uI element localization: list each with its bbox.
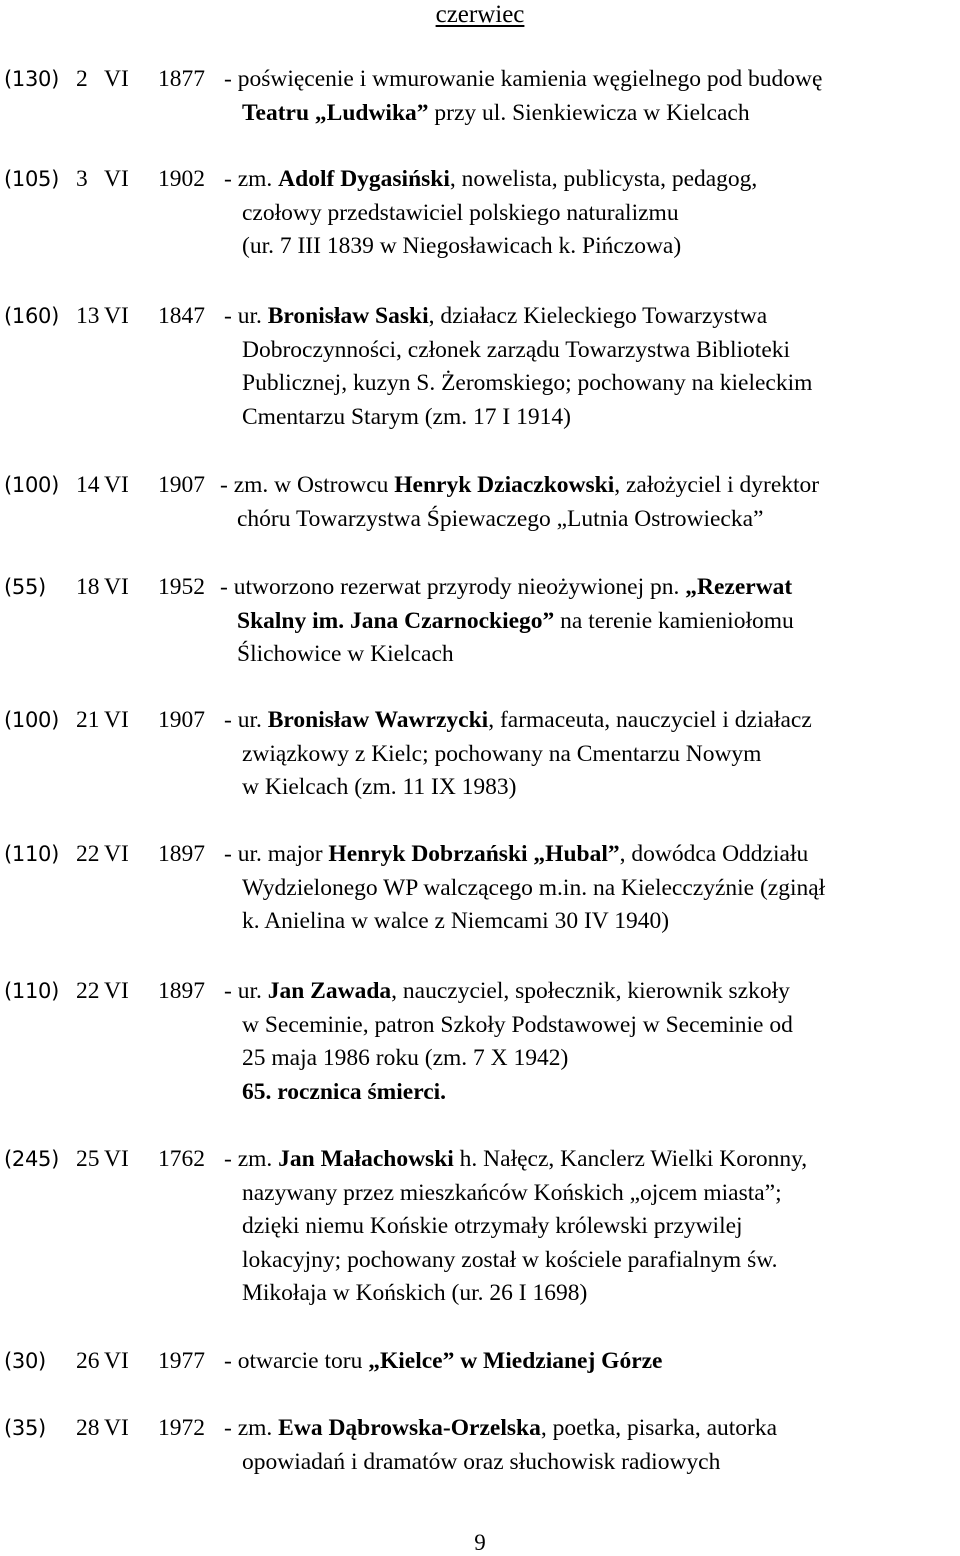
event-month: VI — [104, 1348, 129, 1374]
description-line — [224, 1009, 793, 1043]
anniversary-entry — [0, 1143, 960, 1306]
description-line — [224, 1412, 777, 1446]
description-text: w Seceminie, patron Szkoły Podstawowej w Seceminie od — [242, 1011, 793, 1038]
years-elapsed: (55) — [4, 575, 46, 599]
highlighted-text: „Rezerwat — [685, 574, 793, 600]
years-elapsed: (245) — [4, 1147, 59, 1171]
event-day: 22 — [76, 841, 100, 867]
description-text: , nauczyciel, społecznik, kierownik szkoły — [391, 978, 790, 1004]
event-year: 1897 — [158, 978, 205, 1004]
anniversary-entry — [0, 571, 960, 667]
description-text: , założyciel i dyrektor — [614, 472, 820, 498]
description-text: 25 maja 1986 roku (zm. 7 X 1942) — [242, 1045, 569, 1071]
description-text: lokacyjny; pochowany został w kościele parafialnym św. — [242, 1246, 778, 1273]
event-description — [224, 1412, 777, 1479]
highlighted-text: 65. rocznica śmierci. — [242, 1078, 447, 1105]
highlighted-text: Ewa Dąbrowska-Orzelska — [278, 1415, 541, 1441]
event-description — [220, 469, 819, 536]
highlighted-text: Teatru „Ludwika” — [242, 99, 429, 126]
event-description — [224, 1345, 663, 1379]
description-text: Dobroczynności, członek zarządu Towarzystwa Biblioteki — [242, 336, 791, 363]
event-day: 2 — [76, 66, 88, 92]
description-text: k. Anielina w walce z Niemcami 30 IV 1940) — [242, 908, 670, 934]
description-text: Publicznej, kuzyn S. Żeromskiego; pochowany na kieleckim — [242, 370, 813, 396]
description-text: - ur. major — [224, 841, 329, 867]
description-line — [224, 838, 825, 872]
event-description — [224, 975, 793, 1109]
event-month: VI — [104, 166, 129, 192]
event-day: 26 — [76, 1348, 100, 1374]
highlighted-text: Jan Zawada — [267, 978, 392, 1004]
description-text: - ur. — [224, 707, 268, 733]
description-text: na terenie kamieniołomu — [554, 607, 794, 634]
description-line — [224, 905, 825, 939]
page-title: czerwiec — [435, 1, 525, 28]
description-text: , farmaceuta, nauczyciel i działacz — [488, 707, 812, 733]
description-line — [224, 63, 822, 97]
event-month: VI — [104, 472, 129, 498]
event-year: 1897 — [158, 841, 205, 867]
event-description — [224, 704, 812, 805]
highlighted-text: Skalny im. Jana Czarnockiego” — [237, 607, 555, 634]
description-text: - zm. — [224, 1415, 279, 1441]
event-year: 1762 — [158, 1146, 205, 1172]
anniversary-entry — [0, 163, 960, 259]
event-month: VI — [104, 303, 129, 329]
description-text: przy ul. Sienkiewicza w Kielcach — [428, 99, 750, 126]
highlighted-text: Jan Małachowski — [278, 1146, 454, 1172]
event-month: VI — [104, 1415, 129, 1441]
anniversary-entry — [0, 469, 960, 532]
description-text: , dowódca Oddziału — [619, 841, 809, 867]
description-line — [220, 469, 819, 503]
event-day: 22 — [76, 978, 100, 1004]
description-text: , nowelista, publicysta, pedagog, — [449, 166, 758, 192]
event-day: 18 — [76, 574, 100, 600]
description-text: h. Nałęcz, Kanclerz Wielki Koronny, — [453, 1146, 808, 1172]
description-text: (ur. 7 III 1839 w Niegosławicach k. Pińczowa) — [242, 233, 682, 259]
description-line — [220, 503, 819, 537]
description-line — [224, 1143, 807, 1177]
description-line — [224, 1277, 807, 1311]
description-text: , działacz Kieleckiego Towarzystwa — [428, 303, 768, 329]
description-line — [224, 401, 812, 435]
event-day: 14 — [76, 472, 100, 498]
anniversary-entry — [0, 1345, 960, 1385]
anniversary-entry — [0, 300, 960, 430]
description-text: opowiadań i dramatów oraz słuchowisk radiowych — [242, 1448, 721, 1475]
description-text: - utworzono rezerwat przyrody nieożywionej pn. — [220, 574, 686, 600]
event-year: 1907 — [158, 472, 205, 498]
description-line — [224, 771, 812, 805]
description-text: - ur. — [224, 978, 268, 1004]
description-line — [224, 97, 822, 131]
event-month: VI — [104, 707, 129, 733]
event-day: 28 — [76, 1415, 100, 1441]
event-year: 1972 — [158, 1415, 205, 1441]
event-year: 1902 — [158, 166, 205, 192]
description-text: Cmentarzu Starym (zm. 17 I 1914) — [242, 403, 571, 430]
description-line — [224, 1345, 663, 1379]
event-description — [224, 300, 812, 434]
description-text: dzięki niemu Końskie otrzymały królewski przywilej — [242, 1213, 743, 1239]
years-elapsed: (100) — [4, 708, 59, 732]
event-month: VI — [104, 66, 129, 92]
event-year: 1847 — [158, 303, 205, 329]
description-text: - poświęcenie i wmurowanie kamienia węgielnego pod budowę — [224, 66, 823, 92]
description-line — [224, 704, 812, 738]
description-line — [224, 1177, 807, 1211]
years-elapsed: (110) — [4, 979, 59, 1003]
description-text: - ur. — [224, 303, 268, 329]
anniversary-entry — [0, 1412, 960, 1475]
years-elapsed: (105) — [4, 167, 59, 191]
event-day: 3 — [76, 166, 88, 192]
anniversary-entry — [0, 838, 960, 934]
description-line — [224, 975, 793, 1009]
description-text: czołowy przedstawiciel polskiego naturalizmu — [242, 199, 679, 226]
description-line — [220, 638, 794, 672]
description-text: - zm. w Ostrowcu — [220, 472, 395, 498]
description-text: w Kielcach (zm. 11 IX 1983) — [242, 774, 517, 800]
description-line — [224, 1210, 807, 1244]
description-text: - otwarcie toru — [224, 1348, 369, 1374]
description-line — [224, 197, 757, 231]
event-description — [224, 838, 825, 939]
description-line — [220, 571, 794, 605]
years-elapsed: (100) — [4, 473, 59, 497]
description-line — [224, 230, 757, 264]
description-text: Mikołaja w Końskich (ur. 26 I 1698) — [242, 1280, 588, 1306]
event-year: 1977 — [158, 1348, 205, 1374]
anniversary-entry — [0, 975, 960, 1105]
years-elapsed: (160) — [4, 304, 59, 328]
anniversary-entry — [0, 63, 960, 126]
description-line — [224, 334, 812, 368]
description-line — [224, 1042, 793, 1076]
highlighted-text: Bronisław Saski — [267, 303, 429, 329]
description-line — [220, 605, 794, 639]
event-description — [224, 163, 757, 264]
years-elapsed: (30) — [4, 1349, 46, 1373]
description-text: związkowy z Kielc; pochowany na Cmentarzu Nowym — [242, 740, 762, 767]
anniversary-entry — [0, 704, 960, 800]
description-text: , poetka, pisarka, autorka — [540, 1415, 778, 1441]
highlighted-text: Henryk Dziaczkowski — [394, 472, 615, 498]
description-text: chóru Towarzystwa Śpiewaczego „Lutnia Ostrowiecka” — [237, 505, 764, 532]
description-line — [224, 163, 757, 197]
description-line — [224, 872, 825, 906]
description-line — [224, 367, 812, 401]
highlighted-text: Henryk Dobrzański „Hubal” — [328, 841, 620, 867]
event-description — [224, 1143, 807, 1311]
event-day: 13 — [76, 303, 100, 329]
description-text: Wydzielonego WP walczącego m.in. na Kielecczyźnie (zginął — [242, 874, 826, 901]
description-text: Ślichowice w Kielcach — [237, 641, 454, 667]
years-elapsed: (35) — [4, 1416, 46, 1440]
event-year: 1877 — [158, 66, 205, 92]
event-day: 21 — [76, 707, 100, 733]
event-description — [220, 571, 794, 672]
event-month: VI — [104, 978, 129, 1004]
event-year: 1907 — [158, 707, 205, 733]
page-number: 9 — [474, 1530, 486, 1555]
event-day: 25 — [76, 1146, 100, 1172]
highlighted-text: „Kielce” w Miedzianej Górze — [368, 1348, 663, 1374]
event-month: VI — [104, 841, 129, 867]
description-line — [224, 1446, 777, 1480]
description-text: - zm. — [224, 1146, 279, 1172]
event-description — [224, 63, 822, 130]
description-line — [224, 300, 812, 334]
highlighted-text: Bronisław Wawrzycki — [267, 707, 489, 733]
event-month: VI — [104, 574, 129, 600]
description-text: - zm. — [224, 166, 279, 192]
event-year: 1952 — [158, 574, 205, 600]
highlighted-text: Adolf Dygasiński — [278, 166, 450, 192]
description-line — [224, 1076, 793, 1110]
description-line — [224, 1244, 807, 1278]
years-elapsed: (110) — [4, 842, 59, 866]
event-month: VI — [104, 1146, 129, 1172]
description-line — [224, 738, 812, 772]
description-text: nazywany przez mieszkańców Końskich „ojcem miasta”; — [242, 1179, 782, 1206]
years-elapsed: (130) — [4, 67, 59, 91]
